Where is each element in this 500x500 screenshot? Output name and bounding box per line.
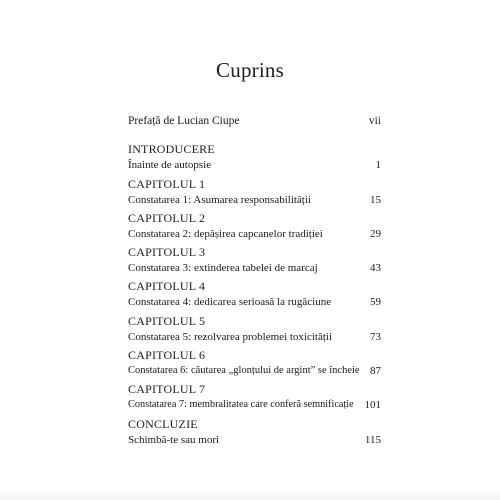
- toc-entry-label: Constatarea 5: rezolvarea problemei toxicității: [128, 331, 333, 343]
- section-heading-introduction: INTRODUCERE: [128, 142, 215, 156]
- section-heading-chapter-5: CAPITOLUL 5: [128, 314, 206, 328]
- toc-entry-page: 73: [370, 331, 381, 343]
- toc-entry-label: Schimbă-te sau mori: [128, 434, 220, 446]
- toc-entry-label: Constatarea 4: dedicarea serioasă la rugăciune: [128, 296, 332, 308]
- toc-entry-page: 59: [370, 296, 381, 308]
- toc-entry-page: 115: [364, 434, 381, 446]
- toc-entry-label: Constatarea 7: membralitatea care conferă semnificație: [128, 399, 354, 410]
- toc-entry-page: vii: [368, 115, 381, 127]
- toc-entry-label: Constatarea 3: extinderea tabelei de marcaj: [128, 262, 318, 274]
- section-heading-conclusion: CONCLUZIE: [128, 417, 198, 431]
- toc-entry-page: 43: [370, 262, 381, 274]
- section-heading-chapter-3: CAPITOLUL 3: [128, 245, 206, 259]
- toc-entry-label: Constatarea 2: depășirea capcanelor tradiției: [128, 228, 323, 240]
- section-heading-chapter-6: CAPITOLUL 6: [128, 348, 206, 362]
- toc-entry-page: 1: [375, 159, 381, 171]
- section-heading-chapter-4: CAPITOLUL 4: [128, 279, 206, 293]
- page-bottom-shadow: [0, 488, 500, 500]
- toc-entry-label: Prefață de Lucian Ciupe: [128, 115, 240, 127]
- toc-entry-label: Constatarea 6: căutarea „glonțului de argint” se încheie: [128, 365, 360, 376]
- table-of-contents: [128, 0, 381, 500]
- section-heading-chapter-1: CAPITOLUL 1: [128, 177, 206, 191]
- section-heading-chapter-7: CAPITOLUL 7: [128, 382, 206, 396]
- toc-entry-page: 87: [370, 365, 381, 377]
- section-heading-chapter-2: CAPITOLUL 2: [128, 211, 206, 225]
- toc-entry-page: 29: [370, 228, 381, 240]
- toc-entry-label: Înainte de autopsie: [128, 159, 212, 171]
- toc-entry-page: 15: [370, 194, 381, 206]
- toc-entry-page: 101: [364, 399, 381, 411]
- page-title: Cuprins: [216, 58, 284, 82]
- toc-entry-label: Constatarea 1: Asumarea responsabilității: [128, 194, 311, 206]
